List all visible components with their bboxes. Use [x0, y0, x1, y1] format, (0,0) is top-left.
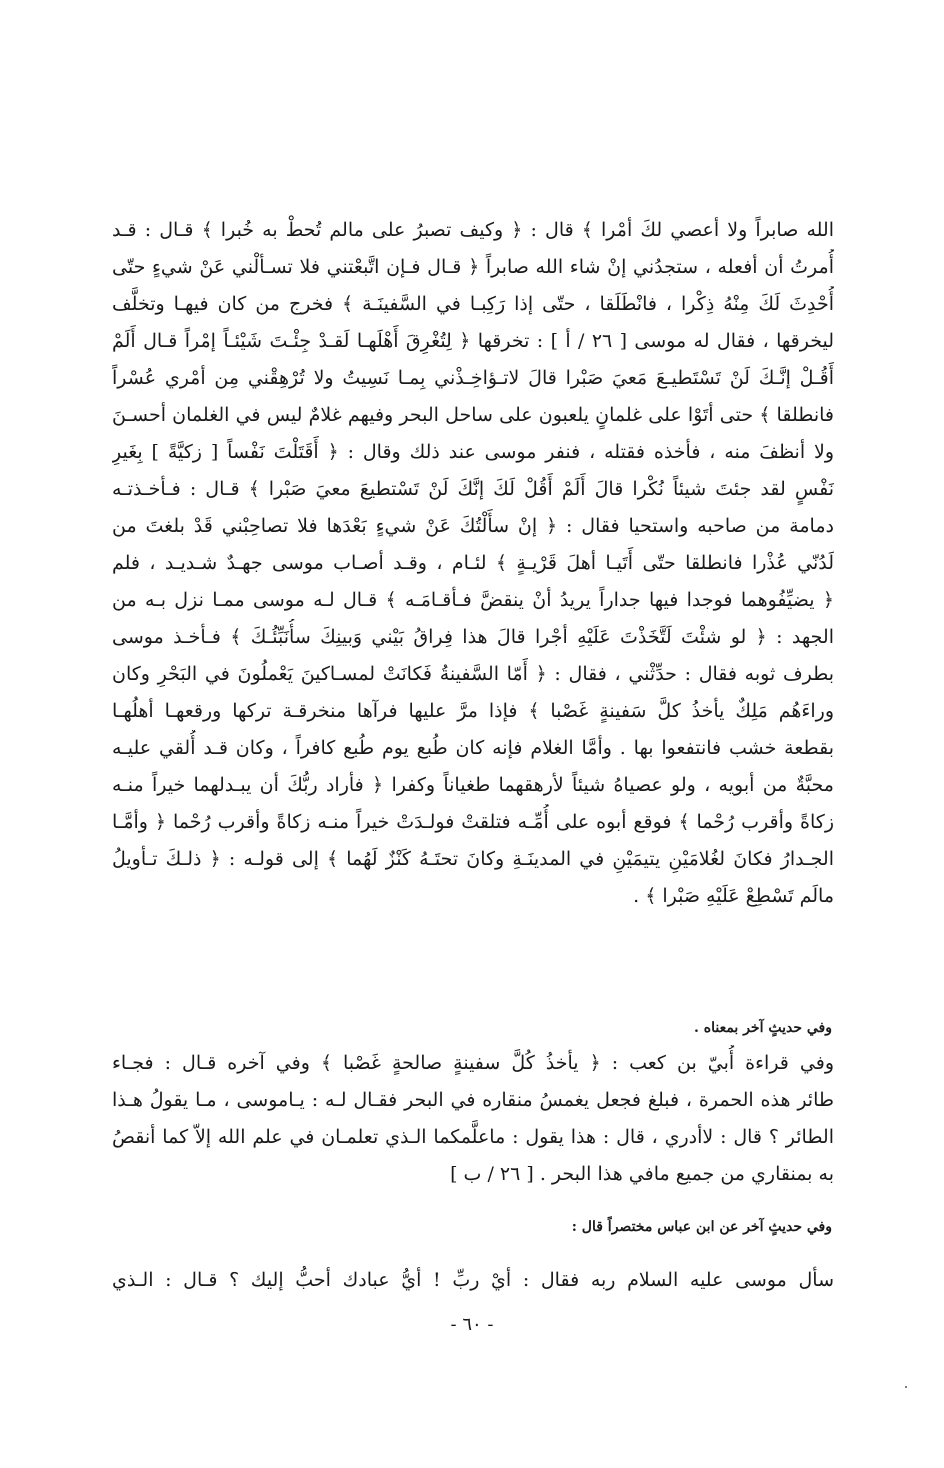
text-line: ﴿ يضيِّفُوهما فوجدا فيها جداراً يريدُ أنْ ينقضَّ فـأقـامَـه ﴾ قـال لـه موسى ممـا نزل بـه من — [112, 589, 834, 611]
text-line: بقطعة خشب فانتفعوا بها . وأمَّا الغلام فإنه كان طُبع يوم طُبع كافراً ، وكان قـد أُلقي عليـه — [112, 737, 834, 759]
paragraph-main — [112, 212, 834, 915]
text-line: أُمرتُ أن أفعله ، ستجدُني إنْ شاء الله صابراً ﴿ قـال فـإن اتَّبعْتني فلا تسـألْني عَنْ شيءٍ حتّى — [112, 256, 834, 278]
paragraph-second — [112, 1045, 834, 1193]
text-line: زكاةً وأقرب رُحْما ﴾ فوقع أبوه على أُمِّـه فتلقتْ فولـدَتْ خيراً منـه زكاةً وأقرب رُحْما ﴿ وأمَّـا — [112, 811, 834, 833]
text-line: محبَّةٌ من أبويه ، ولو عصياهُ شيئاً لأرهقهما طغياناً وكفرا ﴿ فأراد ربُّكَ أن يبـدلهما خيراً منـه — [112, 774, 834, 796]
text-line: طائر هذه الحمرة ، فبلغ فجعل يغمسُ منقاره في البحر فقـال لـه : يـاموسى ، مـا يقولُ هـذا — [112, 1089, 834, 1111]
text-line: وفي قراءة أُبيّ بن كعب : ﴿ يأخذُ كُلَّ سفينةٍ صالحةٍ غَصْبا ﴾ وفي آخره قـال : فجـاء — [112, 1052, 834, 1074]
text-line: دمامة من صاحبه واستحيا فقال : ﴿ إنْ سأَلْتُكَ عَنْ شيءٍ بَعْدَها فلا تصاحِبْني قَدْ بلغتَ من — [112, 515, 834, 537]
text-line: لَدُنّي عُذْرا فانطلقا حتّى أَتَيـا أهلَ قَرْيـةٍ ﴾ لئـام ، وقـد أصـاب موسى جهـدٌ شـديـد ، فلم — [112, 552, 834, 574]
text-line: نَفْسٍ لقد جئتَ شيئاً نُكْرا قالَ أَلَمْ أَقُلْ لَكَ إنَّكَ لَنْ تَسْتطيعَ معيَ صَبْرا ﴾ قـال : فـأخـذتـه — [112, 478, 834, 500]
text-line: مالَم تَسْطِعْ عَلَيْهِ صَبْرا ﴾ . — [633, 885, 834, 907]
text-line: الجـدارُ فكانَ لغُلامَيْنِ يتيمَيْنِ في المدينَـةِ وكانَ تحتَـهُ كَنْزٌ لَهُما ﴾ إلى قولـه : ﴿ ذلـكَ تـأويلُ — [112, 848, 834, 870]
text-line: فانطلقا ﴾ حتى أتَوْا على غلمانٍ يلعبون على ساحل البحر وفيهم غلامٌ ليس في الغلمان أحسـنَ — [112, 404, 834, 426]
text-line: الطائر ؟ قال : لاأدري ، قال : هذا يقول : ماعلَّمكما الـذي تعلمـان في علم الله إلاّ كما أنقصُ — [112, 1126, 834, 1148]
text-line: به بمنقاري من جميع مافي هذا البحر . [ ٢٦ / ب ] — [450, 1163, 834, 1185]
text-line: أَقُـلْ إنَّـكَ لَنْ تَسْتَطيـعَ مَعيَ صَبْرا قالَ لاتـؤاخِـذْني بِمـا نَسِيتُ ولا تُرْهِقْني مِن أمْري عُسْراً — [112, 367, 834, 389]
text-line: ليخرقها ، فقال له موسى [ ٢٦ / أ ] : تخرقها ﴿ لِتُغْرِقَ أَهْلَهـا لَقـدْ جِئْـتَ شَيْئـاً إمْراً قـال أَلَمْ — [112, 330, 834, 352]
text-line: وراءَهُم مَلِكٌ يأخذُ كلَّ سَفينةٍ غَصْبا ﴾ فإذا مرَّ عليها فرآها منخرقـة تركها ورقعهـا أهلُهـا — [112, 700, 834, 722]
section-heading: وفي حديثٍ آخر بمعناه . — [694, 1020, 832, 1036]
text-line: الله صابراً ولا أعصي لكَ أمْرا ﴾ قال : ﴿ وكيف تصبرُ على مالم تُحطْ به خُبرا ﴾ قـال : قـد — [112, 219, 834, 241]
text-line: الجهد : ﴿ لو شئْتَ لَتَّخَذْتَ عَلَيْهِ أجْرا قالَ هذا فِراقُ بَيْني وَبينِكَ سأُنَبِّئُـكَ ﴾ فـأخـذ موسى — [112, 626, 834, 648]
page-number: - ٦٠ - — [450, 1314, 494, 1335]
section-heading: وفي حديثٍ آخر عن ابن عباس مختصراً قال : — [571, 1219, 832, 1235]
paragraph-third — [112, 1262, 834, 1299]
text-line: أُحْدِثَ لَكَ مِنْهُ ذِكْرا ، فانْطَلَقا ، حتّى إذا رَكِبـا في السَّفينَـة ﴾ فخرج من كان فيهـا وتخلَّف — [112, 293, 834, 315]
text-line: ولا أنظفَ منه ، فأخذه فقتله ، فنفر موسى عند ذلك وقال : ﴿ أَقَتَلْتَ نَفْساً [ زكيَّةً ] بِغَيرِ — [112, 441, 834, 463]
scan-speck — [905, 1386, 907, 1388]
text-line: سأل موسى عليه السلام ربه فقال : أيْ ربِّ ! أيُّ عبادك أحبُّ إليك ؟ قـال : الـذي — [112, 1269, 834, 1291]
text-line: بطرف ثوبه فقال : حدِّثْني ، فقال : ﴿ أَمّا السَّفينةُ فَكانَتْ لمسـاكينَ يَعْملُونَ في البَحْرِ وكان — [112, 663, 834, 685]
